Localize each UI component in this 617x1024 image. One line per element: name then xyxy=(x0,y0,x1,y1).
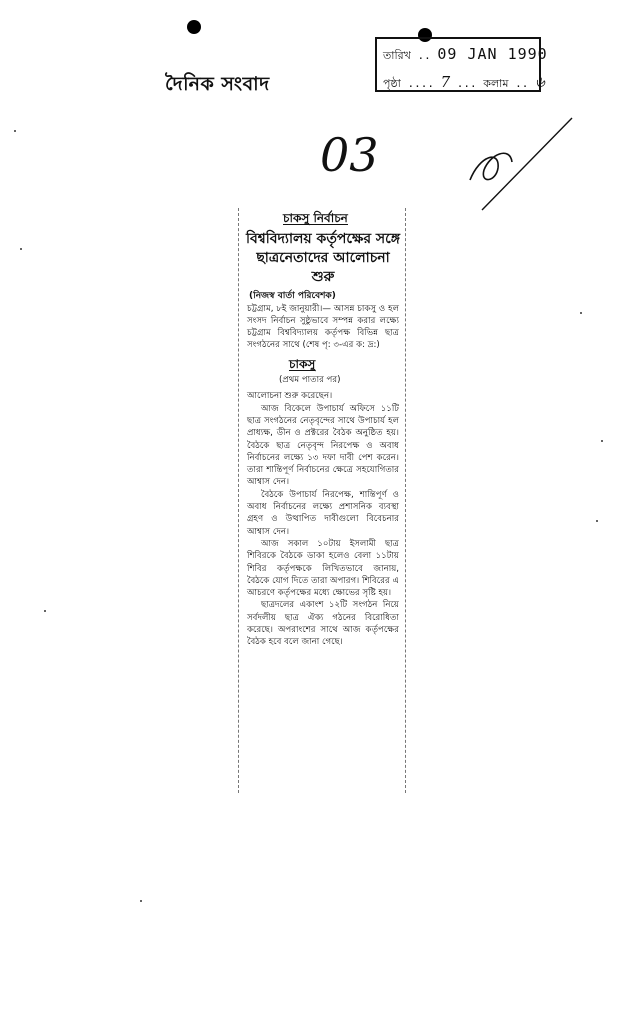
scan-speck xyxy=(44,610,46,612)
stamp-column-label: কলাম xyxy=(483,77,509,90)
stamp-date-value: 09 JAN 1990 xyxy=(437,45,548,63)
clipping-paragraph: আজ বিকেলে উপাচার্য অফিসে ১১টি ছাত্র সংগঠনের নেতৃবৃন্দের সাথে উপাচার্য হল প্রাধ্যক্ষ, ডীন ও প্রক্টরের বৈঠক অনুষ্ঠিত হয়। বৈঠকে ছাত্র নেতৃবৃন্দ নিরপেক্ষ ও অবাধ নির্বাচনের লক্ষ্যে ১৩ দফা দাবী পেশ করেন। তারা শান্তিপূর্ণ নির্বাচনের ক্ষেত্রে সহযোগিতার আশ্বাস দেন। xyxy=(247,403,399,488)
newspaper-name: দৈনিক সংবাদ xyxy=(165,73,270,95)
punch-hole-top-left xyxy=(187,20,201,34)
clipping-kicker: চাকসু নির্বাচন xyxy=(283,211,348,225)
scan-speck xyxy=(14,130,16,132)
scan-speck xyxy=(596,520,598,522)
scan-speck xyxy=(20,248,22,250)
scan-speck xyxy=(601,440,603,442)
clipping-paragraph: আজ সকাল ১০টায় ইসলামী ছাত্র শিবিরকে বৈঠকে ডাকা হলেও বেলা ১১টায় শিবির কর্তৃপক্ষকে লিখিতভাবে জানায়, বৈঠকে যোগ দিতে তারা অপারগ। শিবিরের এ আচরণে কর্তৃপক্ষের মধ্যে ক্ষোভের সৃষ্টি হয়। xyxy=(247,538,399,599)
clipping-byline: (নিজস্ব বার্তা পরিবেশক) xyxy=(249,291,336,302)
clipping-paragraph: আলোচনা শুরু করেছেন। xyxy=(247,391,333,402)
scan-speck xyxy=(140,900,142,902)
clipping-paragraph: ছাত্রদলের একাংশ ১২টি সংগঠন নিয়ে সর্বদলীয় ছাত্র ঐক্য গঠনের বিরোধিতা করেছে। অপরাংশের সাথে আজ কর্তৃপক্ষের বৈঠক হবে বলে জানা গেছে। xyxy=(247,600,399,648)
news-clipping xyxy=(238,208,406,793)
handwritten-signature xyxy=(460,110,580,220)
clipping-continuation-note: (প্রথম পাতার পর) xyxy=(279,375,341,386)
handwritten-page-number: 03 xyxy=(320,128,379,182)
clipping-continuation-kicker: চাকসু xyxy=(289,356,316,371)
stamp-page-value: 7 xyxy=(440,73,451,91)
scan-speck xyxy=(580,312,582,314)
stamp-column-value: ৬ xyxy=(534,73,545,91)
clipping-headline: বিশ্ববিদ্যালয় কর্তৃপক্ষের সঙ্গে ছাত্রনেতাদের আলোচনা শুরু xyxy=(245,231,401,286)
clipping-lead-paragraph: চট্টগ্রাম, ৮ই জানুয়ারী।— আসন্ন চাকসু ও হল সংসদ নির্বাচন সুষ্ঠুভাবে সম্পন্ন করার লক্ষ্যে চট্টগ্রাম বিশ্ববিদ্যালয় কর্তৃপক্ষ বিভিন্ন ছাত্র সংগঠনের সাথে (শেষ পৃ: ৩-এর ক: দ্র:) xyxy=(247,303,399,351)
clipping-paragraph: বৈঠকে উপাচার্য নিরপেক্ষ, শান্তিপূর্ণ ও অবাধ নির্বাচনের লক্ষ্যে প্রশাসনিক ব্যবস্থা গ্রহণ ও উত্থাপিত দাবীগুলো বিবেচনার আশ্বাস দেন। xyxy=(247,489,399,537)
stamp-date-label: তারিখ xyxy=(383,49,411,62)
stamp-page-label: পৃষ্ঠা xyxy=(383,77,401,90)
archive-date-stamp: তারিখ .. 09 JAN 1990 পৃষ্ঠা .... 7 ... কলাম .. ৬ xyxy=(375,37,541,92)
